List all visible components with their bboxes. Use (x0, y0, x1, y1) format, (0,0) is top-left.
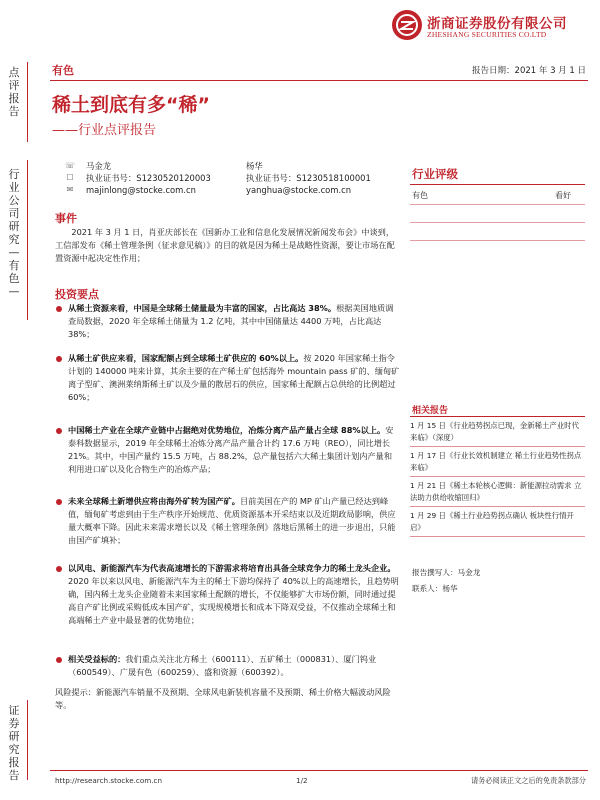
related-divider-2 (410, 476, 585, 477)
bullet-4 (56, 499, 62, 505)
point-3-text: 安泰科数据显示，2019 年全球稀土冶炼分离产品产量合计约 17.6 万吨（REO），同比增长 21%。其中，中国产量约 15.5 万吨，占 88.2%，总产量包括六大稀土集团计划内产量和利用进口矿以及化合物生产的冶炼产品； (68, 425, 394, 474)
analyst-1 (86, 160, 211, 196)
side-divider-bottom (27, 700, 28, 780)
company-name-en: ZHESHANG SECURITIES CO.LTD (427, 30, 547, 39)
related-divider-3 (410, 506, 585, 507)
point-2-bold: 从稀土矿供应来看，国家配额占到全球稀土矿供应的 60%以上。 (68, 353, 304, 363)
analyst-2-name: 杨华 (246, 161, 263, 171)
rating-line-3 (410, 240, 585, 241)
bullet-5 (56, 566, 62, 572)
analyst-icons-column (56, 160, 84, 196)
footer-disclaimer: 请务必阅读正文之后的免责条款部分 (470, 776, 586, 785)
logo-mark-icon (392, 10, 422, 40)
point-6 (68, 653, 400, 679)
rating-value: 看好 (555, 191, 571, 200)
person-icon: ☏ (64, 161, 75, 170)
analyst-block (56, 160, 396, 196)
bullet-6 (56, 657, 62, 663)
bullet-2 (56, 356, 62, 362)
point-1-bold: 从稀土资源来看，中国是全球稀土储量最为丰富的国家，占比高达 38%。 (68, 303, 337, 313)
risk-note: 风险提示：新能源汽车销量不及预期、全球风电新装机容量不及预期、稀土价格大幅波动风险等。 (55, 687, 391, 710)
analyst-1-cert: 执业证书号：S1230520120003 (86, 173, 211, 183)
analyst-2 (246, 160, 371, 196)
rating-rule (410, 184, 585, 185)
related-title: 相关报告 (412, 406, 449, 416)
point-5-text: 2020 年以来以风电、新能源汽车为主的稀土下游均保持了 40%以上的高速增长，且趋势明确，国内稀土龙头企业随着未来国家稀土配额的增长，不仅能够扩大市场份额，同时通过提高自产矿比例或采购低成本国产矿，实现规模增长和成本下降双受益，不仅推动全球稀土和高端稀土产业中最显著的优势地位； (68, 576, 399, 625)
analyst-1-name: 马金龙 (86, 161, 112, 171)
event-title: 事件 (55, 212, 77, 225)
rating-title: 行业评级 (412, 167, 458, 181)
bullet-1 (56, 306, 62, 312)
side-label-bottom: 证券研究报告 (8, 704, 20, 782)
related-rule (410, 416, 585, 417)
category-label: 有色 (52, 64, 74, 77)
analyst-1-email[interactable]: majinlong@stocke.com.cn (86, 185, 196, 195)
related-divider-1 (410, 446, 585, 447)
point-4-bold: 未来全球稀土新增供应将由海外矿转为国产矿。 (68, 496, 240, 506)
email-icon: ✉ (66, 185, 74, 194)
analyst-2-cert: 执业证书号：S1230518100001 (246, 173, 371, 183)
cert-icon: ☐ (66, 173, 74, 182)
side-divider-middle (27, 160, 28, 320)
rating-line-2 (410, 222, 585, 223)
point-3 (68, 424, 400, 476)
point-2 (68, 352, 400, 404)
related-item-4[interactable]: 1 月 29 日《稀土行业趋势拐点确认 板块性行情开启》 (410, 511, 574, 532)
footer-rule (50, 770, 588, 771)
point-6-bold: 相关受益标的： (68, 654, 126, 664)
related-divider-4 (410, 536, 585, 537)
related-item-1[interactable]: 1 月 15 日《行业趋势拐点已现，金新稀土产业时代来临》（深度） (410, 421, 579, 442)
point-1 (68, 302, 400, 341)
analyst-2-email[interactable]: yanghua@stocke.com.cn (246, 185, 352, 195)
report-title: 稀土到底有多“稀” (52, 94, 210, 116)
side-label-top: 点评报告 (8, 66, 20, 118)
point-6-text: 我们重点关注北方稀土（600111）、五矿稀土（000831）、厦门钨业（600549）、广晟有色（600259）、盛和资源（600392）。 (68, 654, 377, 677)
point-5-bold: 以风电、新能源汽车为代表高速增长的下游需求将培育出具备全球竞争力的稀土龙头企业。 (68, 563, 396, 573)
report-contact: 联系人：杨华 (412, 584, 458, 593)
point-5 (68, 562, 400, 627)
company-name-cn: 浙商证券股份有限公司 (427, 16, 567, 32)
footer-url[interactable]: http://research.stocke.com.cn (55, 776, 163, 785)
footer-page: 1/2 (296, 776, 308, 785)
report-subtitle: ——行业点评报告 (52, 123, 157, 138)
header-rule (50, 80, 588, 81)
related-item-2[interactable]: 1 月 17 日《行业长效机制建立 稀土行业趋势性拐点来临》 (410, 451, 582, 472)
point-2-text: 按 2020 年国家稀土指令计划的 140000 吨来计算，其余主要的在产稀土矿包括海外 mountain pass 矿的、缅甸矿离子型矿、澳洲莱纳斯稀土矿以及少量的散居石的供应，国家稀土配额占总供给的比例超过 60%； (68, 353, 400, 402)
point-4-text: 目前美国在产的 MP 矿山产量已经达到峰值，缅甸矿考虑到由于生产秩序开始规范、优质资源基本开采结束以及近期政局影响，供应量大概率下降。因此未来需求增长以及《稀土管理条例》落地后黑稀土的进一步退出，只能由国产矿填补； (68, 496, 396, 545)
event-text: 2021 年 3 月 1 日，肖亚庆部长在《国新办工业和信息化发展情况新闻发布会》中谈到，工信部发布《稀土管理条例（征求意见稿）》的目的就是因为稀土是战略性资源，要让市场在配置资源中起决定性作用； (55, 227, 395, 263)
bullet-3 (56, 428, 62, 434)
rating-sector: 有色 (412, 191, 428, 200)
side-label-middle: 行业公司研究—有色— (8, 168, 20, 298)
rating-line-1 (410, 204, 585, 205)
point-4 (68, 495, 400, 547)
report-date: 报告日期：2021 年 3 月 1 日 (472, 66, 586, 76)
related-item-3[interactable]: 1 月 21 日《稀土本轮核心逻辑：新能源拉动需求 立法助力供给收缩回归》 (410, 481, 582, 502)
point-3-bold: 中国稀土产业在全球产业链中占据绝对优势地位，冶炼分离产品产量占全球 88%以上。 (68, 425, 386, 435)
points-title: 投资要点 (55, 288, 99, 301)
side-divider-top (27, 62, 28, 142)
point-1-text: 根据美国地质调查局数据，2020 年全球稀土储量为 1.2 亿吨，其中中国储量达 4400 万吨，占比高达 38%； (68, 303, 394, 339)
report-writer: 报告撰写人：马金龙 (412, 568, 481, 577)
company-logo (392, 10, 422, 40)
